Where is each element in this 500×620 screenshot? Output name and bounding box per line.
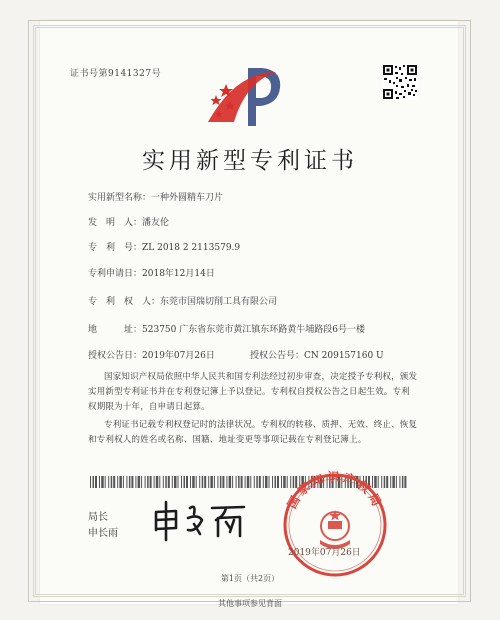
field-value: 2018年12月14日 (142, 269, 215, 279)
barcode-bar (399, 476, 400, 488)
barcode-bar (126, 476, 127, 488)
director-signature (150, 498, 250, 542)
barcode-bar (95, 476, 97, 488)
barcode-bar (119, 476, 122, 488)
barcode-bar (202, 476, 204, 488)
barcode-bar (241, 476, 243, 488)
barcode-bar (129, 476, 131, 488)
barcode-bar (123, 476, 124, 488)
barcode-bar (199, 476, 200, 488)
barcode-bar (135, 476, 136, 488)
field-inventor (88, 215, 169, 228)
field-label: 授权公告日： (88, 351, 143, 361)
barcode-bar (90, 476, 91, 488)
field-value: 潘友伦 (142, 218, 170, 228)
field-label: 专 利 权 人： (88, 297, 161, 307)
field-label: 专利申请日： (88, 269, 143, 279)
certificate-number: 证书号第9141327号 (70, 69, 162, 79)
field-application-date (88, 266, 215, 279)
barcode-bar (210, 476, 213, 488)
field-value: CN 209157160 U (304, 351, 384, 361)
barcode-bar (131, 476, 133, 488)
barcode-bar (111, 476, 113, 488)
barcode-bar (236, 476, 237, 488)
certificate-title: 实用新型专利证书 (142, 148, 358, 174)
barcode-bar (154, 476, 155, 488)
patent-office-emblem (200, 62, 300, 132)
barcode-bar (178, 476, 179, 488)
field-value: 523750 广东省东莞市黄江镇东环路黄牛埔路段6号一楼 (142, 325, 365, 335)
barcode-bar (247, 476, 250, 488)
field-address (88, 322, 365, 335)
barcode-bar (272, 476, 273, 488)
barcode-bar (181, 476, 182, 488)
field-value: ZL 2018 2 2113579.9 (142, 243, 241, 253)
barcode-bar (192, 476, 195, 488)
barcode-bar (196, 476, 197, 488)
barcode-bar (250, 476, 251, 488)
official-seal (280, 470, 390, 580)
barcode-bar (263, 476, 264, 488)
page-number: 第1页（共2页） (220, 574, 280, 583)
barcode-bar (99, 476, 100, 488)
barcode-bar (217, 476, 218, 488)
barcode-bar (220, 476, 222, 488)
barcode-bar (165, 476, 167, 488)
barcode-bar (184, 476, 186, 488)
barcode-bar (93, 476, 95, 488)
barcode-bar (259, 476, 261, 488)
barcode-bar (229, 476, 232, 488)
director-name: 申长雨 (88, 528, 118, 539)
barcode-bar (108, 476, 109, 488)
barcode-bar (204, 476, 206, 488)
barcode-bar (396, 476, 397, 488)
barcode-bar (113, 476, 115, 488)
field-utility-model-name (88, 190, 223, 203)
barcode-bar (222, 476, 224, 488)
barcode-bar (232, 476, 233, 488)
barcode-bar (277, 476, 279, 488)
barcode-bar (105, 476, 106, 488)
legal-status-paragraph: 专利证书记载专利权登记时的法律状况。专利权的转移、质押、无效、终止、恢复和专利权人的姓名或名称、国籍、地址变更等事项记载在专利登记簿上。 (88, 420, 418, 445)
field-label: 地 址： (88, 325, 143, 335)
back-page-note: 其他事项参见背面 (218, 599, 282, 608)
barcode-bar (392, 476, 395, 488)
field-grant-date (88, 348, 215, 361)
barcode-bar (141, 476, 142, 488)
barcode-bar (245, 476, 246, 488)
barcode-bar (159, 476, 160, 488)
barcode-bar (265, 476, 268, 488)
director-title: 局长 (88, 512, 108, 523)
barcode-bar (163, 476, 164, 488)
barcode-bar (172, 476, 173, 488)
field-value: 东莞市国瑞切削工具有限公司 (160, 297, 278, 307)
barcode-bar (190, 476, 191, 488)
barcode-bar (101, 476, 104, 488)
barcode-bar (168, 476, 170, 488)
field-label: 实用新型名称： (88, 193, 152, 203)
barcode-bar (254, 476, 255, 488)
barcode-bar (238, 476, 240, 488)
field-label: 发 明 人： (88, 218, 143, 228)
barcode-bar (275, 476, 277, 488)
field-value: 2019年07月26日 (142, 351, 215, 361)
qr-code (382, 64, 418, 100)
barcode-bar (174, 476, 177, 488)
barcode-bar (147, 476, 149, 488)
barcode-bar (226, 476, 227, 488)
barcode-bar (145, 476, 146, 488)
barcode-bar (208, 476, 209, 488)
barcode-bar (156, 476, 159, 488)
field-patentee (88, 294, 277, 307)
grant-statement-paragraph: 国家知识产权局依照中华人民共和国专利法经过初步审查，决定授予专利权，颁发实用新型专利证书并在专利登记簿上予以登记。专利权自授权公告之日起生效。专利权期限为十年，自申请日起算。 (88, 372, 418, 412)
svg-text:国家知识产权局: 国家知识产权局 (284, 470, 386, 511)
barcode-bar (117, 476, 118, 488)
barcode-bar (269, 476, 270, 488)
barcode-bar (214, 476, 215, 488)
barcode-bar (150, 476, 152, 488)
field-patent-number (88, 240, 240, 253)
barcode-bar (256, 476, 258, 488)
barcode-bar (186, 476, 188, 488)
field-grant-publication-number (250, 348, 384, 361)
field-label: 专 利 号： (88, 243, 143, 253)
barcode-bar (138, 476, 141, 488)
field-value: 一种外圆精车刀片 (151, 193, 224, 203)
barcode-bar (390, 476, 391, 488)
field-label: 授权公告号： (250, 351, 305, 361)
seal-date: 2019年07月26日 (288, 548, 361, 558)
barcode-bar (404, 476, 406, 488)
barcode-bar (402, 476, 404, 488)
